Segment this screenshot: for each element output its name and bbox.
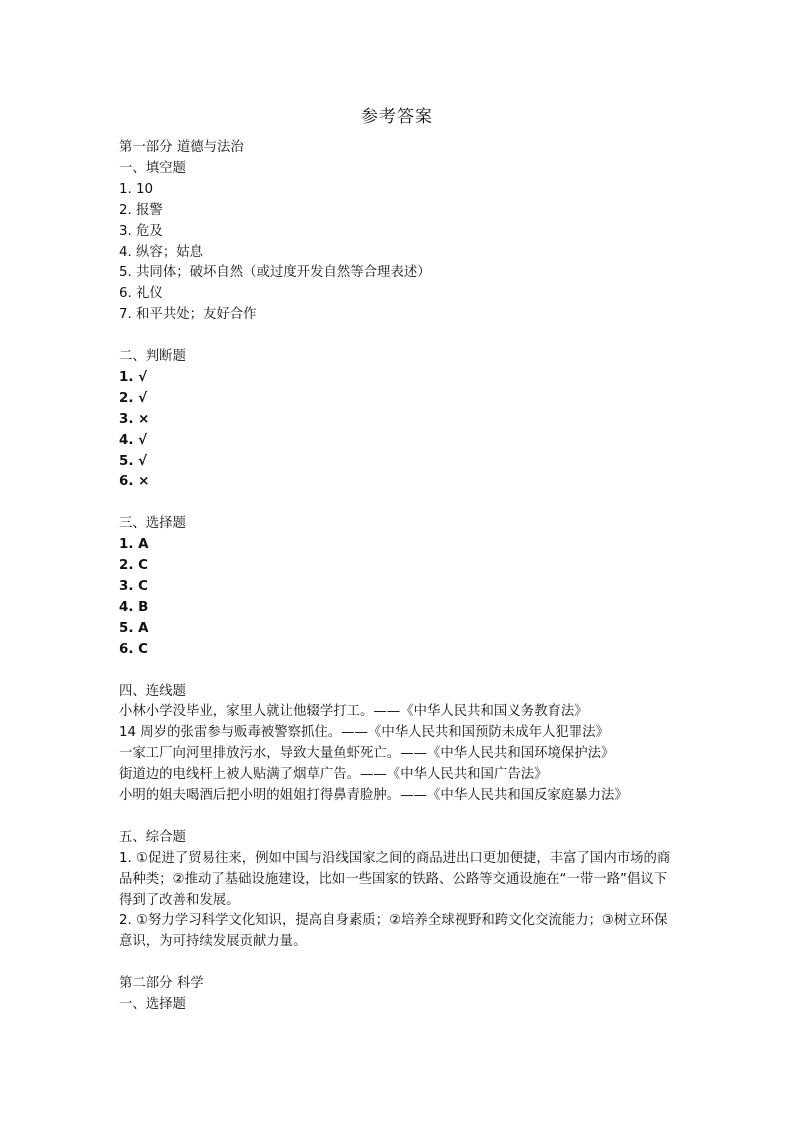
fill-blank-heading: 一、填空题 bbox=[119, 160, 186, 176]
section-spacer bbox=[119, 661, 679, 682]
section-spacer bbox=[119, 326, 679, 347]
fill-blank-item: 3. 危及 bbox=[119, 223, 163, 239]
section-spacer bbox=[119, 493, 679, 514]
multiple-choice-item: 5. A bbox=[119, 620, 149, 636]
science-multiple-choice-heading: 一、选择题 bbox=[119, 997, 186, 1013]
multiple-choice-item: 4. B bbox=[119, 599, 149, 615]
comprehensive-heading: 五、综合题 bbox=[119, 829, 186, 845]
fill-blank-item: 5. 共同体；破坏自然（或过度开发自然等合理表述） bbox=[119, 265, 431, 281]
multiple-choice-heading: 三、选择题 bbox=[119, 516, 186, 532]
page-title: 参考答案 bbox=[361, 107, 433, 127]
section-spacer bbox=[119, 953, 679, 974]
multiple-choice-item: 3. C bbox=[119, 579, 148, 594]
comprehensive-answer: 2. ①努力学习科学文化知识，提高自身素质；②培养全球视野和跨文化交流能力；③树立环保意识，为可持续发展贡献力量。 bbox=[119, 913, 668, 950]
true-false-heading: 二、判断题 bbox=[119, 349, 186, 365]
true-false-item: 1. √ bbox=[119, 369, 147, 385]
multiple-choice-item: 1. A bbox=[119, 537, 149, 553]
fill-blank-item: 2. 报警 bbox=[119, 202, 163, 218]
multiple-choice-item: 2. C bbox=[119, 558, 148, 574]
true-false-item: 3. × bbox=[119, 411, 150, 427]
true-false-item: 5. √ bbox=[119, 453, 147, 469]
answer-content bbox=[119, 138, 679, 1016]
fill-blank-item: 7. 和平共处；友好合作 bbox=[119, 307, 257, 323]
true-false-item: 4. √ bbox=[119, 432, 147, 448]
matching-item: 街道边的电线杆上被人贴满了烟草广告。——《中华人民共和国广告法》 bbox=[119, 767, 548, 783]
matching-heading: 四、连线题 bbox=[119, 683, 186, 699]
matching-item: 14 周岁的张雷参与贩毒被警察抓住。——《中华人民共和国预防未成年人犯罪法》 bbox=[119, 725, 609, 741]
true-false-item: 6. × bbox=[119, 474, 150, 490]
fill-blank-item: 1. 10 bbox=[119, 181, 154, 197]
part1-heading: 第一部分 道德与法治 bbox=[119, 140, 244, 155]
true-false-item: 2. √ bbox=[119, 390, 147, 406]
matching-item: 小林小学没毕业，家里人就让他辍学打工。——《中华人民共和国义务教育法》 bbox=[119, 704, 588, 720]
matching-item: 小明的姐夫喝酒后把小明的姐姐打得鼻青脸肿。——《中华人民共和国反家庭暴力法》 bbox=[119, 788, 628, 804]
fill-blank-item: 6. 礼仪 bbox=[119, 286, 163, 302]
matching-item: 一家工厂向河里排放污水，导致大量鱼虾死亡。——《中华人民共和国环境保护法》 bbox=[119, 746, 615, 762]
comprehensive-answer: 1. ①促进了贸易往来，例如中国与沿线国家之间的商品进出口更加便捷，丰富了国内市场的商品种类；②推动了基础设施建设，比如一些国家的铁路、公路等交通设施在“一带一路”倡议下得到了改善和发展。 bbox=[119, 850, 671, 908]
fill-blank-item: 4. 纵容；姑息 bbox=[119, 244, 203, 260]
multiple-choice-item: 6. C bbox=[119, 641, 148, 657]
part2-heading: 第二部分 科学 bbox=[119, 976, 204, 992]
section-spacer bbox=[119, 807, 679, 828]
